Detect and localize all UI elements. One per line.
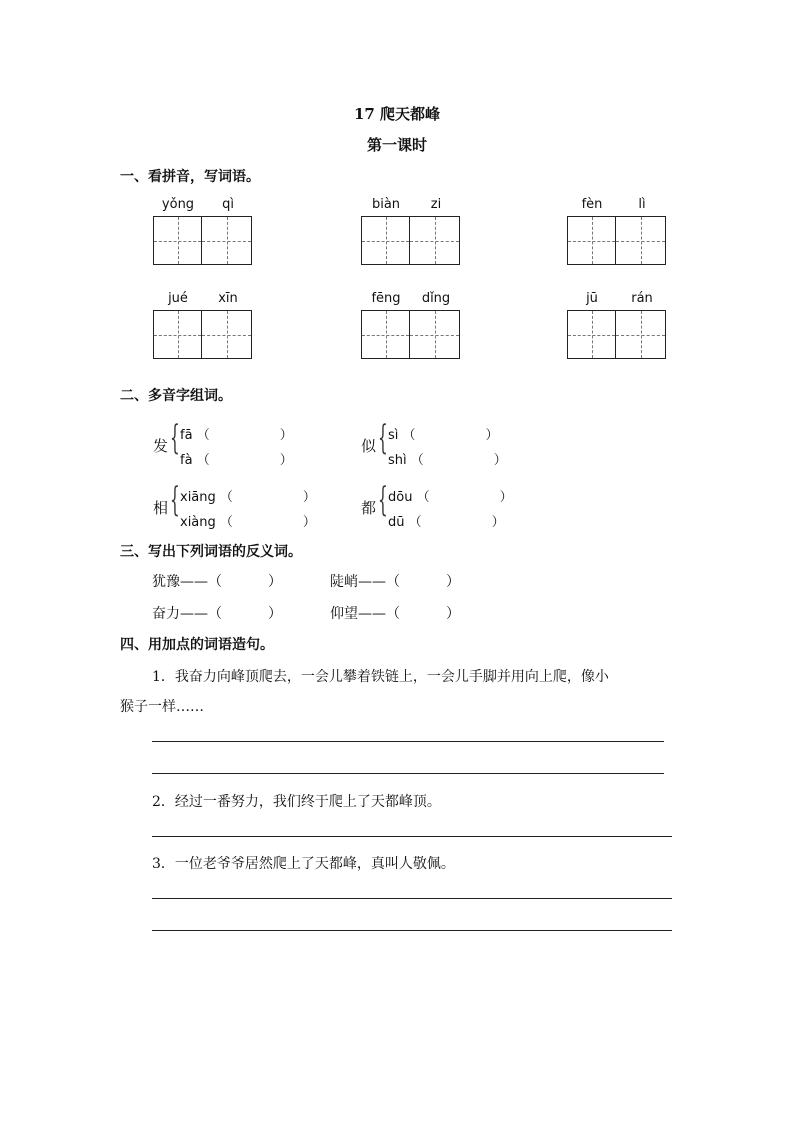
brace-icon: {	[378, 418, 388, 458]
antonym-item: 奋力——（ ）	[152, 606, 282, 622]
pinyin-label: qì	[222, 197, 234, 212]
pinyin-item-4	[153, 291, 253, 359]
writing-box[interactable]	[410, 310, 460, 359]
pinyin-label: jué	[168, 291, 188, 306]
writing-box[interactable]	[153, 310, 202, 359]
pinyin-label: zi	[430, 197, 442, 212]
pinyin-label: rán	[631, 291, 653, 306]
pinyin-label: fèn	[581, 197, 603, 212]
writing-box[interactable]	[567, 310, 616, 359]
pinyin-label: dǐng	[421, 291, 451, 306]
polyphone-reading-row: fà （ ）	[180, 453, 293, 468]
answer-line[interactable]	[152, 741, 664, 742]
polyphone-char: 发	[153, 437, 169, 455]
polyphone-reading-row: dōu （ ）	[388, 490, 513, 505]
pinyin-item-2	[361, 197, 461, 265]
answer-line[interactable]	[152, 898, 672, 899]
polyphone-reading-row: fā （ ）	[180, 428, 293, 443]
brace-icon: {	[170, 418, 180, 458]
brace-icon: {	[378, 480, 388, 520]
section-2-heading: 二、多音字组词。	[120, 388, 232, 404]
lesson-subtitle: 第一课时	[366, 136, 427, 154]
polyphone-reading-row: xiāng （ ）	[180, 490, 316, 505]
section-1-heading: 一、看拼音，写词语。	[120, 169, 260, 185]
writing-box[interactable]	[153, 216, 202, 265]
polyphone-char: 相	[153, 499, 169, 517]
sentence-1: 1．我奋力向峰顶爬去，一会儿攀着铁链上，一会儿手脚并用向上爬，像小	[152, 669, 609, 685]
answer-line[interactable]	[152, 836, 672, 837]
answer-line[interactable]	[152, 773, 664, 774]
writing-box[interactable]	[410, 216, 460, 265]
section-4-heading: 四、用加点的词语造句。	[120, 637, 274, 653]
brace-icon: {	[170, 480, 180, 520]
writing-box[interactable]	[361, 216, 410, 265]
sentence-1-continued: 猴子一样……	[120, 699, 204, 715]
pinyin-label: lì	[638, 197, 646, 212]
pinyin-item-5	[361, 291, 461, 359]
pinyin-label: fēng	[371, 291, 401, 306]
polyphone-reading-row: sì （ ）	[388, 428, 499, 443]
pinyin-label: jū	[586, 291, 598, 306]
sentence-2: 2．经过一番努力，我们终于爬上了天都峰顶。	[152, 794, 441, 810]
sentence-3: 3．一位老爷爷居然爬上了天都峰，真叫人敬佩。	[152, 856, 455, 872]
writing-box[interactable]	[616, 310, 666, 359]
pinyin-item-3	[567, 197, 667, 265]
writing-box[interactable]	[567, 216, 616, 265]
polyphone-reading-row: xiàng （ ）	[180, 515, 316, 530]
pinyin-item-6	[567, 291, 667, 359]
polyphone-char: 似	[361, 437, 377, 455]
pinyin-item-1	[153, 197, 253, 265]
page-title: 17 爬天都峰	[353, 105, 441, 123]
antonym-item: 仰望——（ ）	[330, 606, 460, 622]
pinyin-label: biàn	[371, 197, 401, 212]
writing-box[interactable]	[361, 310, 410, 359]
writing-box[interactable]	[202, 310, 252, 359]
polyphone-reading-row: shì （ ）	[388, 453, 507, 468]
polyphone-reading-row: dū （ ）	[388, 515, 505, 530]
writing-box[interactable]	[616, 216, 666, 265]
polyphone-char: 都	[361, 499, 377, 517]
pinyin-label: yǒng	[161, 197, 195, 212]
section-3-heading: 三、写出下列词语的反义词。	[120, 544, 302, 560]
answer-line[interactable]	[152, 930, 672, 931]
pinyin-label: xīn	[218, 291, 238, 306]
antonym-item: 犹豫——（ ）	[152, 574, 282, 590]
antonym-item: 陡峭——（ ）	[330, 574, 460, 590]
writing-box[interactable]	[202, 216, 252, 265]
